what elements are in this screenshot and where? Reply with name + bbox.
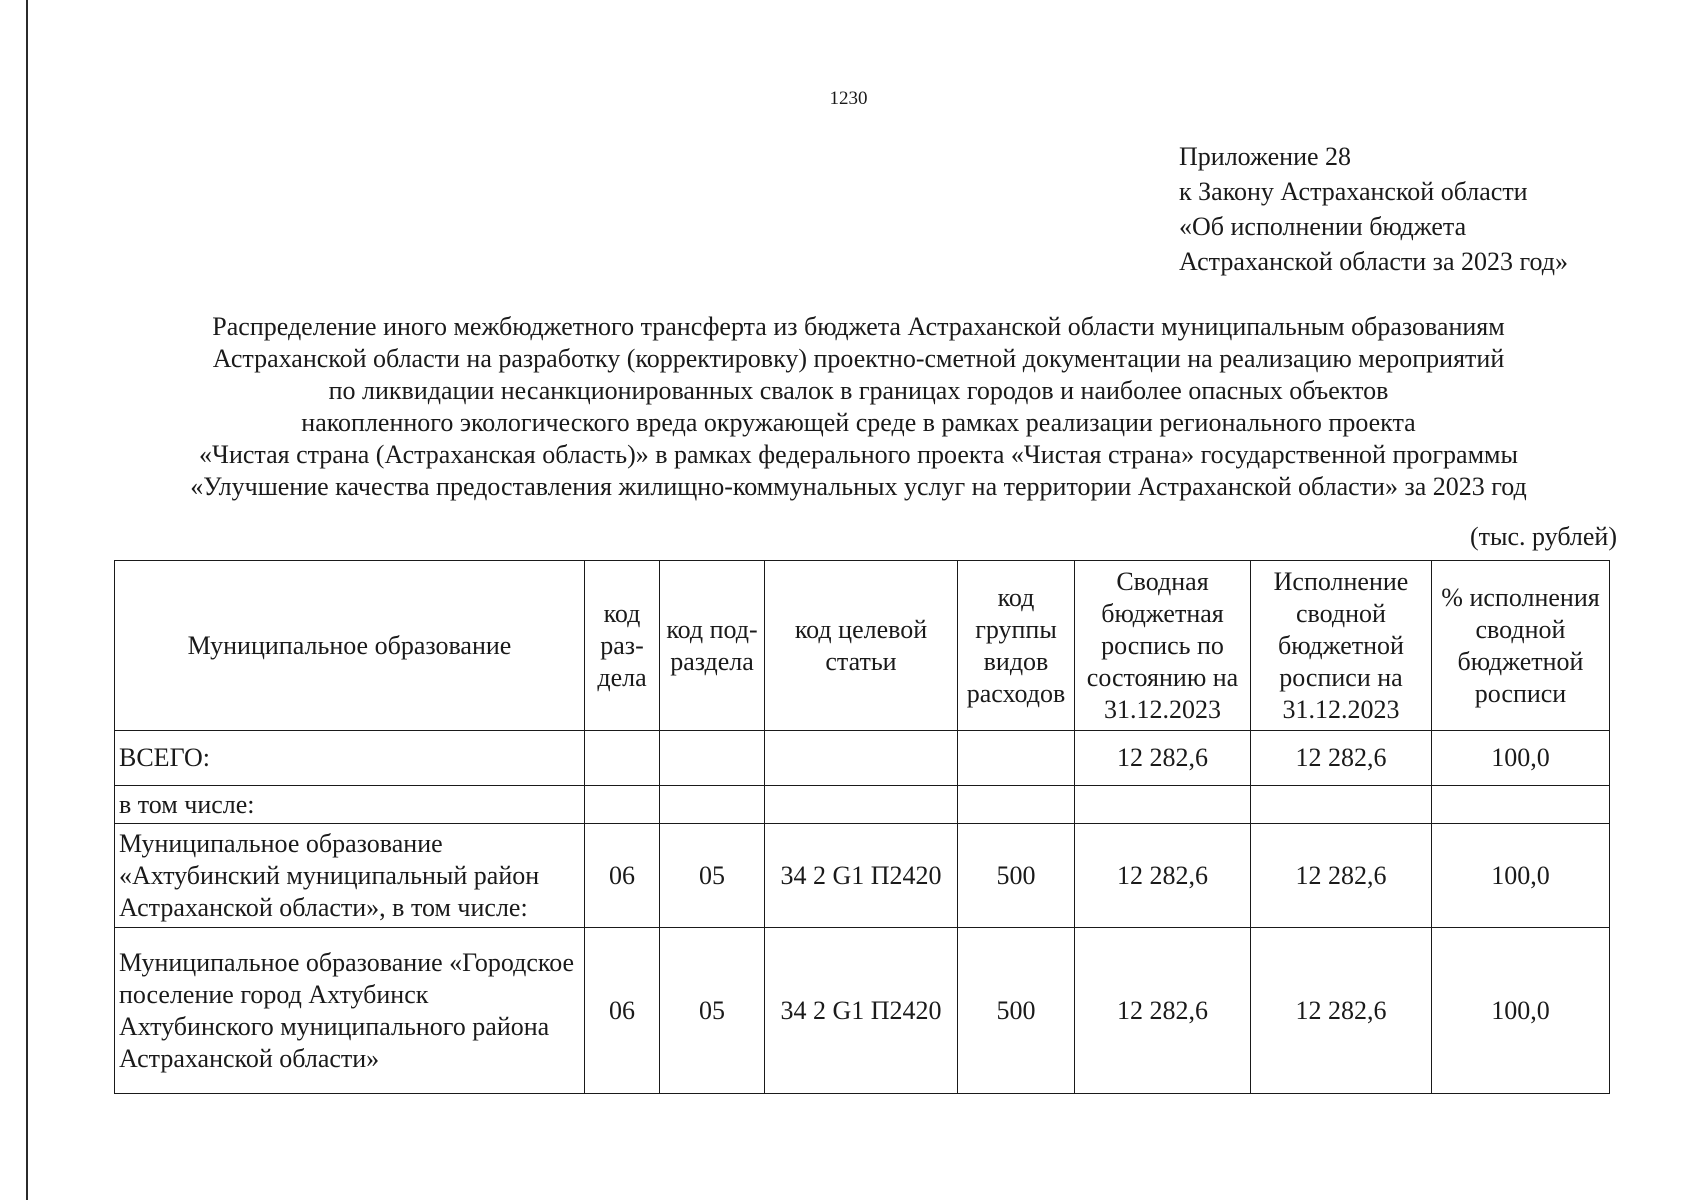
document-title [100, 311, 1617, 503]
appendix-line: Астраханской области за 2023 год» [1179, 247, 1568, 276]
empty-cell [585, 786, 660, 824]
row-percent: 100,0 [1432, 824, 1610, 928]
total-percent: 100,0 [1432, 731, 1610, 786]
appendix-line: «Об исполнении бюджета [1179, 212, 1467, 241]
appendix-line: к Закону Астраханской области [1179, 177, 1528, 206]
total-planned: 12 282,6 [1075, 731, 1251, 786]
row-planned: 12 282,6 [1075, 928, 1251, 1094]
title-line: Астраханской области на разработку (корректировку) проектно-сметной документации на реализацию мероприятий [212, 344, 1505, 373]
table-header-row [115, 561, 1610, 731]
empty-cell [1251, 786, 1432, 824]
empty-cell [958, 786, 1075, 824]
row-subsection: 05 [660, 824, 765, 928]
empty-cell [1075, 786, 1251, 824]
including-label: в том числе: [115, 786, 585, 824]
row-target: 34 2 G1 П2420 [765, 824, 958, 928]
header-section: код раз-дела [585, 561, 660, 731]
budget-table [114, 560, 1610, 1094]
header-expense-group: код группы видов расходов [958, 561, 1075, 731]
total-subsection [660, 731, 765, 786]
row-municipality: Муниципальное образование «Городское поселение город Ахтубинск Ахтубинского муниципального района Астраханской области» [115, 928, 585, 1094]
total-section [585, 731, 660, 786]
header-subsection: код под-раздела [660, 561, 765, 731]
row-executed: 12 282,6 [1251, 824, 1432, 928]
total-executed: 12 282,6 [1251, 731, 1432, 786]
title-line: по ликвидации несанкционированных свалок в границах городов и наиболее опасных объектов [328, 376, 1389, 405]
total-target [765, 731, 958, 786]
table-row-total [115, 731, 1610, 786]
row-executed: 12 282,6 [1251, 928, 1432, 1094]
total-expense-group [958, 731, 1075, 786]
row-municipality: Муниципальное образование «Ахтубинский муниципальный район Астраханской области», в том числе: [115, 824, 585, 928]
header-target: код целевой статьи [765, 561, 958, 731]
total-label: ВСЕГО: [115, 731, 585, 786]
title-line: Распределение иного межбюджетного трансферта из бюджета Астраханской области муниципальным образованиям [212, 312, 1505, 341]
row-expense-group: 500 [958, 824, 1075, 928]
table-row [115, 928, 1610, 1094]
row-section: 06 [585, 928, 660, 1094]
appendix-block [1179, 139, 1568, 279]
title-line: «Чистая страна (Астраханская область)» в рамках федерального проекта «Чистая страна» государственной программы [199, 440, 1518, 469]
header-executed: Исполнение сводной бюджетной росписи на 31.12.2023 [1251, 561, 1432, 731]
table-row-including [115, 786, 1610, 824]
row-expense-group: 500 [958, 928, 1075, 1094]
scan-edge-line [26, 0, 28, 1200]
header-municipality: Муниципальное образование [115, 561, 585, 731]
row-percent: 100,0 [1432, 928, 1610, 1094]
table-row [115, 824, 1610, 928]
row-planned: 12 282,6 [1075, 824, 1251, 928]
empty-cell [765, 786, 958, 824]
title-line: накопленного экологического вреда окружающей среде в рамках реализации регионального проекта [301, 408, 1416, 437]
header-planned: Сводная бюджетная роспись по состоянию на 31.12.2023 [1075, 561, 1251, 731]
empty-cell [1432, 786, 1610, 824]
header-percent: % исполнения сводной бюджетной росписи [1432, 561, 1610, 731]
empty-cell [660, 786, 765, 824]
row-target: 34 2 G1 П2420 [765, 928, 958, 1094]
page-number: 1230 [829, 88, 868, 109]
title-line: «Улучшение качества предоставления жилищно-коммунальных услуг на территории Астраханской области» за 2023 год [190, 472, 1527, 501]
row-subsection: 05 [660, 928, 765, 1094]
appendix-line: Приложение 28 [1179, 142, 1352, 171]
units-label: (тыс. рублей) [1469, 522, 1617, 551]
row-section: 06 [585, 824, 660, 928]
